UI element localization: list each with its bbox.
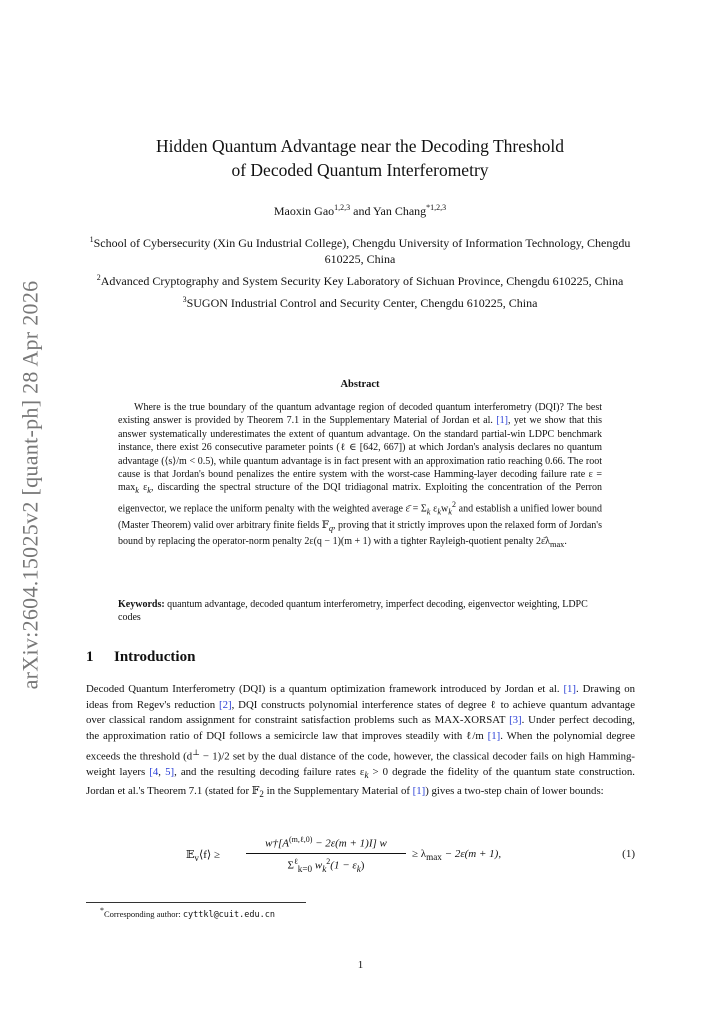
paper-title [90,134,630,182]
affiliations [80,232,640,314]
equation-lhs [186,848,220,863]
citation-link[interactable]: [1] [496,415,508,427]
author-affil-sup: *1,2,3 [426,203,447,212]
intro-span: , DQI constructs polynomial interference states of degree ℓ to achieve quantum advantage over classical random assignment for constraint satisfaction problems such as MAX-XORSAT [86,698,635,727]
eq-span: (1 − ε [330,859,357,872]
section-heading [86,649,195,666]
affiliation-text: Advanced Cryptography and System Security Key Laboratory of Sichuan Province, Chengdu 610225, China [100,274,624,288]
keywords-label: Keywords: [118,599,165,610]
abstract-text [118,401,602,551]
affiliation-1 [80,232,640,267]
keywords [118,598,602,625]
citation-link[interactable]: [1] [412,784,426,797]
eq-span: w [312,859,323,872]
title-line-2: of Decoded Quantum Interferometry [231,160,489,180]
author-affil-sup: 1,2,3 [334,203,351,212]
footnote-divider [86,902,306,903]
intro-paragraph [86,682,635,803]
eq-span: ⟨f⟩ ≥ [198,849,221,861]
affiliation-sup: 2 [96,273,101,282]
abstract-span: , discarding the spectral structure of the DQI tridiagonal matrix. Exploiting the concentration of the Perron eigenvector, we replace the uniform penalty with the weighted average ε̄ = Σ [118,482,602,515]
eq-span: − 2ε(m + 1), [441,848,502,860]
eq-sub: k [322,863,327,874]
section-number: 1 [86,649,94,665]
math-sub: k [135,486,139,496]
eq-span: ≥ λ [412,848,427,860]
math-sub: k [364,770,369,781]
arxiv-stamp-text: arXiv:2604.15025v2 [quant-ph] 28 Apr 2026 [17,280,43,690]
math-sub: k [426,507,431,517]
eq-sup: (m,ℓ,0) [288,835,313,844]
equation-1 [180,835,635,879]
affiliation-sup: 1 [89,235,94,244]
section-title: Introduction [114,649,196,665]
eq-sub: v [194,853,199,864]
eq-span: − 2ε(m + 1)I] w [312,837,387,850]
math-sub: q [328,523,333,533]
intro-span: , [158,766,166,779]
math-sup: ⊥ [192,747,200,757]
eq-sub: k [356,863,361,874]
abstract-span: , yet we show that this answer systematically underestimates the extent of quantum advantage. On the standard partial-win LDPC benchmark instance, there exist 26 consecutive parameter points (ℓ ∈ [642, 667]) at which Jordan's analysis declares no quantum advantage (⟨s⟩/m < 0.5), while quantum advantage is in fact present with an approximation ratio reaching 0.66. The root cause is that Jordan's bound penalizes the entire system with the worst-case Hamming-layer decoding failure rate ε = max [118,415,602,494]
math-sub: k [437,507,442,517]
equation-fraction [246,835,406,874]
author-name: Maoxin Gao [273,204,335,218]
author-list [90,203,630,219]
eq-sup: ℓ [293,856,298,866]
author-email-link[interactable]: cyttkl@cuit.edu.cn [182,909,275,920]
citation-link[interactable]: [1] [563,683,577,695]
abstract-span: , proving that it strictly improves upon the relaxed form of Jordan's bound by replacing the operator-norm penalty 2ε(q − 1)(m + 1) with a tighter Rayleigh-quotient penalty 2ε̄λ [118,519,602,547]
eq-sup: 2 [326,856,331,866]
eq-span: ) [360,859,365,872]
math-sub: max [550,539,565,549]
keywords-text: quantum advantage, decoded quantum interferometry, imperfect decoding, eigenvector weighting, LDPC codes [118,599,588,624]
footnote-mark: * [100,906,104,915]
affiliation-sup: 3 [182,295,187,304]
citation-link[interactable]: [3] [509,714,522,727]
arxiv-stamp [10,280,50,690]
footnote [100,906,275,920]
eq-sub: k=0 [297,863,313,874]
fraction-numerator [246,835,406,854]
intro-span: , and the resulting decoding failure rates ε [174,766,365,779]
math-sub: 2 [259,789,264,800]
intro-span: − 1)/2 set by the dual distance of the code, however, the classical decoder fails on high Hamming-weight layers [86,750,635,779]
equation-rhs [412,848,501,862]
affiliation-text: SUGON Industrial Control and Security Center, Chengdu 610225, China [186,296,538,310]
intro-span: . Under perfect decoding, the approximation ratio of DQI follows a semicircle law that improves steadily with ℓ/m [86,714,635,743]
affiliation-3 [80,292,640,311]
equation-number: (1) [622,848,635,860]
intro-span: . When the polynomial degree exceeds the threshold (d [86,730,635,763]
intro-span: ) gives a two-step chain of lower bounds: [425,784,604,797]
title-line-1: Hidden Quantum Advantage near the Decoding Threshold [156,136,564,156]
intro-span: in the Supplementary Material of [263,784,413,797]
math-sub: k [448,507,452,517]
intro-span: Decoded Quantum Interferometry (DQI) is a quantum optimization framework introduced by Jordan et al. [86,683,564,695]
intro-span: . Drawing on ideas from Regev's reduction [86,683,635,711]
affiliation-2 [80,270,640,289]
eq-span: w†[A [265,837,289,850]
abstract-span: and establish a unified lower bound (Master Theorem) valid over arbitrary finite fields 𝔽 [118,503,603,531]
author-and: and [350,204,374,218]
math-sup: 2 [451,499,456,509]
citation-link[interactable]: 5] [165,766,175,779]
abstract-span: ε [138,482,148,494]
math-sub: k [147,486,151,496]
abstract-span: Where is the true boundary of the quantum advantage region of decoded quantum interferometry (DQI)? The best existing answer is provided by Theorem 7.1 in the Supplementary Material of Jordan et al. [118,402,602,427]
abstract-span: . [564,535,567,547]
eq-span: Σ [287,859,294,872]
page-number: 1 [357,959,364,971]
abstract-span: ε [430,503,438,515]
footnote-text: Corresponding author: [104,908,183,919]
intro-span: > 0 degrade the fidelity of the quantum state construction. Jordan et al.'s Theorem 7.1 (stated for 𝔽 [86,766,635,797]
abstract-span: w [441,503,449,515]
citation-link[interactable]: [2] [219,698,232,711]
citation-link[interactable]: [1] [487,730,501,743]
citation-link[interactable]: [4 [149,766,159,779]
eq-sub: max [426,852,442,863]
affiliation-text: School of Cybersecurity (Xin Gu Industrial College), Chengdu University of Information Technology, Chengdu 610225, China [93,236,631,266]
author-name: Yan Chang [373,204,427,218]
eq-span: 𝔼 [186,849,195,861]
fraction-denominator [246,854,406,874]
abstract-heading: Abstract [340,379,380,390]
